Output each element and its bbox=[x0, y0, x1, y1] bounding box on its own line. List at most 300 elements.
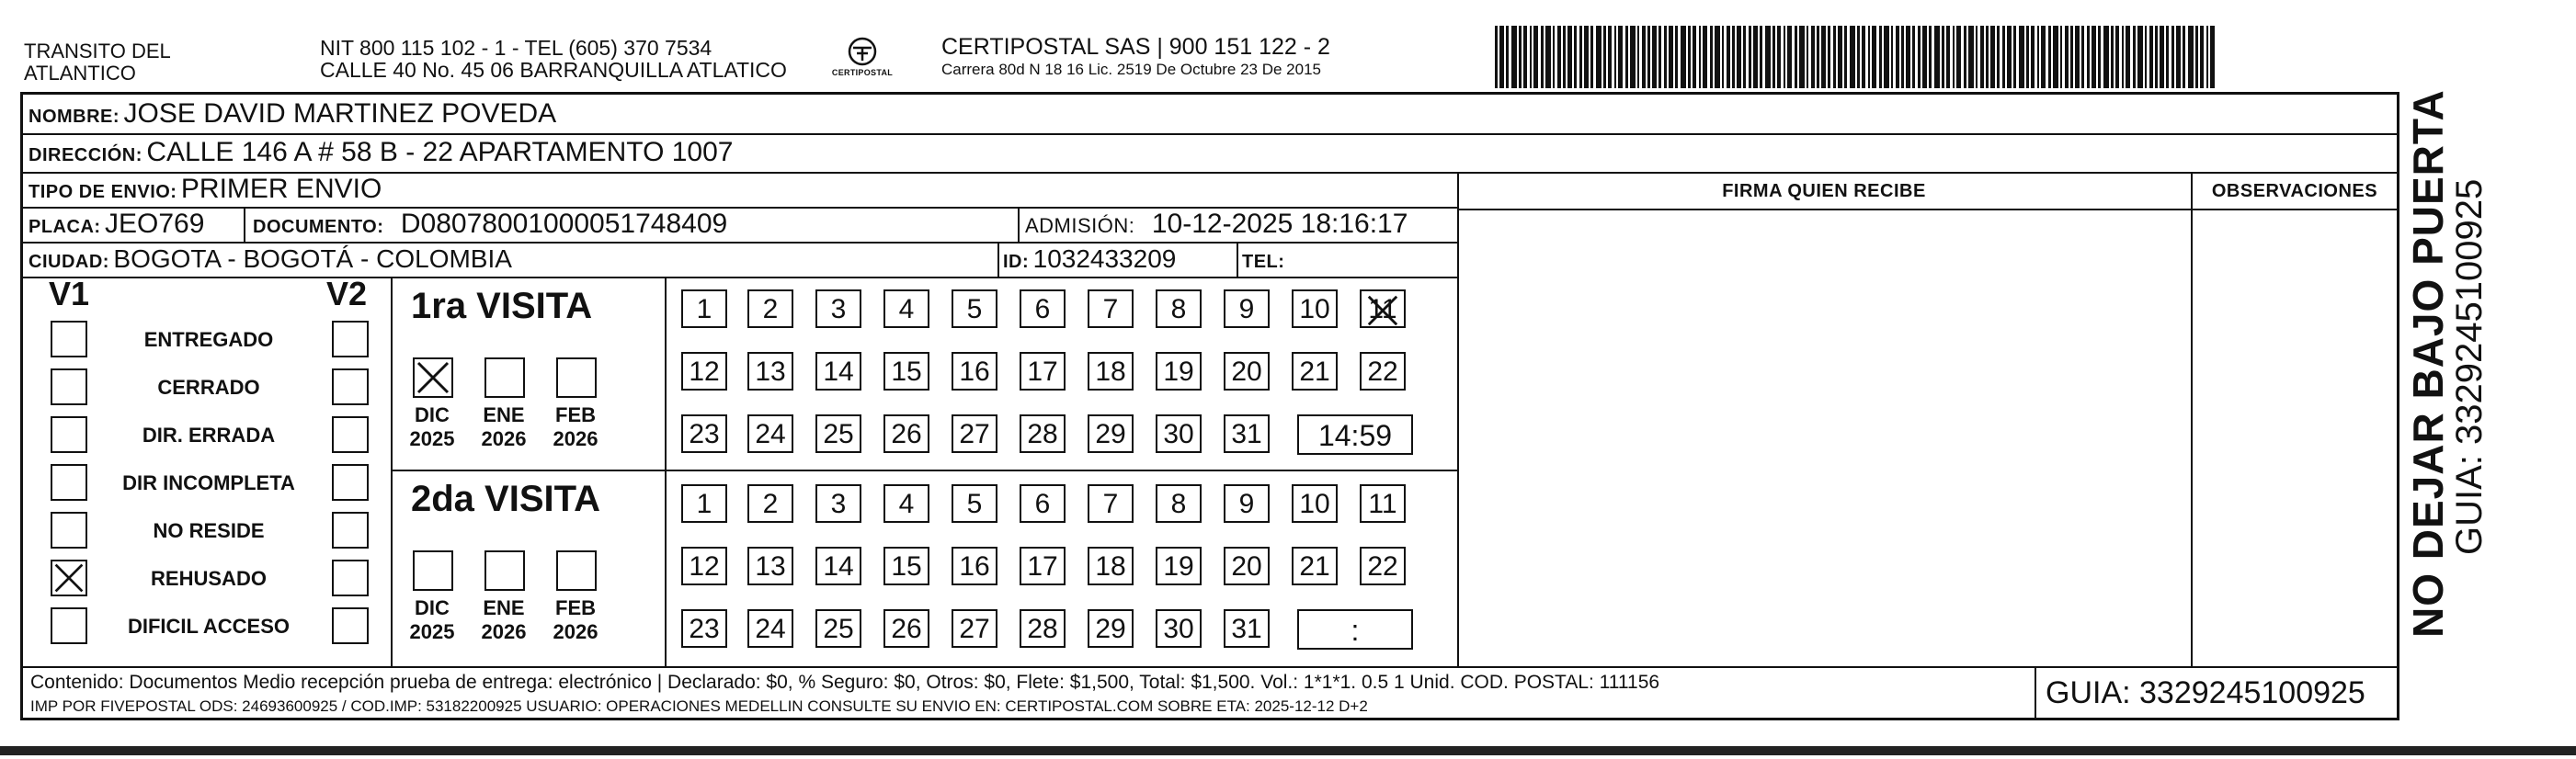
day-box[interactable] bbox=[952, 414, 997, 453]
barcode-bar bbox=[2155, 26, 2158, 88]
shipment-type: PRIMER ENVIO bbox=[180, 174, 382, 204]
barcode-bar bbox=[1997, 26, 2000, 88]
barcode-bar bbox=[1584, 26, 1589, 88]
barcode-bar bbox=[2183, 26, 2185, 88]
barcode-bar bbox=[2195, 26, 2198, 88]
status-label: NO RESIDE bbox=[153, 519, 265, 542]
barcode-bar bbox=[1603, 26, 1606, 88]
month-name: FEB bbox=[555, 596, 596, 619]
city-value: BOGOTA - BOGOTÁ - COLOMBIA bbox=[113, 244, 512, 273]
barcode-bar bbox=[2171, 26, 2174, 88]
barcode-bar bbox=[2137, 26, 2143, 88]
month-label bbox=[400, 596, 464, 644]
barcode-bar bbox=[2002, 26, 2005, 88]
status-v1-checkbox[interactable] bbox=[51, 464, 87, 501]
day-box[interactable] bbox=[1088, 484, 1134, 523]
barcode-bar bbox=[1784, 26, 1785, 88]
day-box[interactable] bbox=[1020, 484, 1066, 523]
barcode-bar bbox=[1681, 26, 1686, 88]
barcode-bar bbox=[1862, 26, 1865, 88]
sender-name bbox=[24, 40, 171, 85]
barcode-bar bbox=[1879, 26, 1882, 88]
barcode-bar bbox=[2133, 26, 2136, 88]
barcode-bar bbox=[1828, 26, 1830, 88]
barcode-bar bbox=[1614, 26, 1616, 88]
day-box[interactable] bbox=[883, 547, 929, 585]
status-v2-checkbox[interactable] bbox=[332, 560, 369, 596]
barcode-bar bbox=[2122, 26, 2124, 88]
barcode-bar bbox=[1922, 26, 1927, 88]
day-number: 8 bbox=[1170, 489, 1187, 519]
day-number: 25 bbox=[823, 419, 854, 449]
status-label: DIR. ERRADA bbox=[142, 424, 276, 447]
sender-line-1: TRANSITO DEL bbox=[24, 40, 171, 62]
day-box[interactable] bbox=[883, 352, 929, 391]
month-label bbox=[543, 403, 608, 451]
plate-label: PLACA: bbox=[28, 217, 101, 237]
admission-field bbox=[1025, 209, 1408, 244]
barcode-bar bbox=[1625, 26, 1628, 88]
name-label: NOMBRE: bbox=[28, 107, 120, 127]
day-number: 2 bbox=[762, 294, 779, 324]
day-number: 20 bbox=[1231, 551, 1262, 582]
barcode-bar bbox=[1669, 26, 1673, 88]
status-v1-checkbox[interactable] bbox=[51, 560, 87, 596]
day-number: 24 bbox=[755, 614, 786, 644]
plate-field bbox=[28, 209, 204, 244]
barcode-bar bbox=[1777, 26, 1781, 88]
barcode-bar bbox=[1545, 26, 1551, 88]
barcode-bar bbox=[1574, 26, 1577, 88]
barcode-bar bbox=[1658, 26, 1661, 88]
barcode-bar bbox=[1652, 26, 1657, 88]
side-guia: GUIA: 3329245100925 bbox=[2449, 178, 2490, 555]
barcode-bar bbox=[1722, 26, 1724, 88]
day-number: 15 bbox=[891, 551, 922, 582]
name-row bbox=[28, 98, 556, 134]
month-checkbox[interactable] bbox=[484, 357, 525, 398]
barcode-bar bbox=[2210, 26, 2215, 88]
barcode-bar bbox=[1642, 26, 1646, 88]
day-box[interactable] bbox=[1156, 547, 1202, 585]
barcode-bar bbox=[1896, 26, 1899, 88]
day-number: 22 bbox=[1367, 551, 1398, 582]
day-number: 10 bbox=[1299, 294, 1330, 324]
day-number: 6 bbox=[1034, 294, 1051, 324]
day-number: 12 bbox=[689, 551, 720, 582]
day-box[interactable] bbox=[952, 547, 997, 585]
barcode-bar bbox=[1850, 26, 1855, 88]
sender-details bbox=[320, 37, 787, 81]
day-box[interactable] bbox=[1156, 289, 1202, 328]
day-box[interactable] bbox=[1360, 547, 1406, 585]
month-checkbox[interactable] bbox=[484, 550, 525, 591]
month-name: FEB bbox=[555, 403, 596, 426]
day-box[interactable] bbox=[1224, 352, 1270, 391]
barcode-bar bbox=[1749, 26, 1751, 88]
barcode-bar bbox=[2065, 26, 2069, 88]
barcode-bar bbox=[1891, 26, 1893, 88]
tel-label: TEL: bbox=[1242, 252, 1285, 272]
barcode-bar bbox=[1838, 26, 1842, 88]
barcode-bar bbox=[1511, 26, 1517, 88]
day-box[interactable] bbox=[681, 609, 727, 648]
day-number: 20 bbox=[1231, 357, 1262, 387]
day-box[interactable] bbox=[815, 289, 861, 328]
status-v1-checkbox[interactable] bbox=[51, 512, 87, 549]
day-box[interactable] bbox=[1292, 289, 1338, 328]
day-number: 14 bbox=[823, 357, 854, 387]
day-number: 26 bbox=[891, 419, 922, 449]
barcode-bar bbox=[1688, 26, 1691, 88]
recipient-address: CALLE 146 A # 58 B - 22 APARTAMENTO 1007 bbox=[146, 137, 734, 167]
id-label: ID: bbox=[1003, 252, 1030, 272]
barcode-bar bbox=[1929, 26, 1932, 88]
barcode-bar bbox=[1637, 26, 1639, 88]
day-box[interactable] bbox=[1156, 484, 1202, 523]
barcode-bar bbox=[1630, 26, 1636, 88]
barcode-bar bbox=[1732, 26, 1735, 88]
barcode-bar bbox=[1506, 26, 1509, 88]
day-number: 30 bbox=[1163, 419, 1194, 449]
id-value: 1032433209 bbox=[1032, 244, 1177, 273]
day-box[interactable] bbox=[952, 609, 997, 648]
day-box[interactable] bbox=[747, 484, 793, 523]
status-label: CERRADO bbox=[157, 376, 260, 399]
barcode-bar bbox=[1872, 26, 1876, 88]
barcode-bar bbox=[2013, 26, 2016, 88]
month-checkbox[interactable] bbox=[413, 357, 453, 398]
day-number: 29 bbox=[1095, 614, 1126, 644]
day-number: 11 bbox=[1368, 489, 1397, 519]
barcode-bar bbox=[1727, 26, 1730, 88]
day-box[interactable] bbox=[1292, 547, 1338, 585]
day-box[interactable] bbox=[1088, 547, 1134, 585]
barcode-bar bbox=[2098, 26, 2101, 88]
barcode-bar bbox=[1715, 26, 1720, 88]
status-v2-checkbox[interactable] bbox=[332, 321, 369, 357]
barcode-bar bbox=[2160, 26, 2164, 88]
admission-value: 10-12-2025 18:16:17 bbox=[1151, 209, 1408, 239]
day-box[interactable] bbox=[681, 289, 727, 328]
barcode-bar bbox=[2103, 26, 2109, 88]
day-number: 3 bbox=[830, 294, 847, 324]
observations-header: OBSERVACIONES bbox=[2211, 181, 2378, 201]
month-year: 2026 bbox=[481, 427, 527, 450]
day-box[interactable] bbox=[1360, 484, 1406, 523]
logo-text: CERTIPOSTAL bbox=[831, 68, 894, 77]
month-checkbox[interactable] bbox=[413, 550, 453, 591]
day-number: 14 bbox=[823, 551, 854, 582]
barcode-bar bbox=[1906, 26, 1910, 88]
day-number: 2 bbox=[762, 489, 779, 519]
month-year: 2026 bbox=[481, 620, 527, 643]
day-box[interactable] bbox=[883, 609, 929, 648]
day-box[interactable] bbox=[747, 414, 793, 453]
status-v2-checkbox[interactable] bbox=[332, 416, 369, 453]
day-number: 22 bbox=[1367, 357, 1398, 387]
day-box[interactable] bbox=[815, 414, 861, 453]
status-v2-checkbox[interactable] bbox=[332, 512, 369, 549]
barcode-bar bbox=[1844, 26, 1847, 88]
month-name: ENE bbox=[483, 403, 525, 426]
day-number: 16 bbox=[959, 357, 990, 387]
day-number: 5 bbox=[966, 294, 983, 324]
day-number: 19 bbox=[1163, 357, 1194, 387]
day-box[interactable] bbox=[1020, 547, 1066, 585]
day-box[interactable] bbox=[681, 547, 727, 585]
document-value: D08078001000051748409 bbox=[400, 209, 728, 239]
day-box[interactable] bbox=[952, 289, 997, 328]
license-line: Carrera 80d N 18 16 Lic. 2519 De Octubre 23 De 2015 bbox=[941, 61, 1321, 78]
barcode-bar bbox=[1693, 26, 1696, 88]
status-v1-checkbox[interactable] bbox=[51, 321, 87, 357]
day-number: 17 bbox=[1027, 357, 1058, 387]
barcode-bar bbox=[1590, 26, 1593, 88]
barcode-bar bbox=[1553, 26, 1555, 88]
barcode-bar bbox=[1811, 26, 1815, 88]
barcode-bar bbox=[2188, 26, 2194, 88]
barcode-bar bbox=[1523, 26, 1527, 88]
day-box[interactable] bbox=[747, 352, 793, 391]
address-row bbox=[28, 137, 734, 173]
day-box[interactable] bbox=[681, 352, 727, 391]
nit-line: NIT 800 115 102 - 1 - TEL (605) 370 7534 bbox=[320, 36, 712, 60]
barcode-bar bbox=[1918, 26, 1921, 88]
sender-line-2: ATLANTICO bbox=[24, 62, 136, 85]
barcode-bar bbox=[1530, 26, 1532, 88]
status-v1-checkbox[interactable] bbox=[51, 416, 87, 453]
barcode-bar bbox=[1964, 26, 1966, 88]
barcode-bar bbox=[1760, 26, 1762, 88]
v1-label: V1 bbox=[49, 275, 90, 312]
day-box[interactable] bbox=[1292, 484, 1338, 523]
day-number: 4 bbox=[898, 294, 915, 324]
day-box[interactable] bbox=[747, 289, 793, 328]
barcode-bar bbox=[2200, 26, 2204, 88]
status-v2-checkbox[interactable] bbox=[332, 368, 369, 405]
day-number: 7 bbox=[1102, 489, 1119, 519]
day-box[interactable] bbox=[1360, 352, 1406, 391]
day-box[interactable] bbox=[815, 609, 861, 648]
day-box[interactable] bbox=[952, 484, 997, 523]
admission-label: ADMISIÓN: bbox=[1025, 214, 1135, 237]
day-box[interactable] bbox=[1224, 547, 1270, 585]
barcode-bar bbox=[1557, 26, 1561, 88]
day-box[interactable] bbox=[1360, 289, 1406, 328]
barcode-bar bbox=[2206, 26, 2208, 88]
day-box[interactable] bbox=[1224, 289, 1270, 328]
barcode-bar bbox=[1618, 26, 1623, 88]
barcode-bar bbox=[1737, 26, 1741, 88]
month-year: 2025 bbox=[409, 427, 455, 450]
day-number: 7 bbox=[1102, 294, 1119, 324]
barcode-bar bbox=[1857, 26, 1860, 88]
day-box[interactable] bbox=[1224, 484, 1270, 523]
barcode-bar bbox=[2053, 26, 2058, 88]
month-name: DIC bbox=[415, 403, 450, 426]
day-number: 18 bbox=[1095, 551, 1126, 582]
day-box[interactable] bbox=[883, 484, 929, 523]
day-number: 12 bbox=[689, 357, 720, 387]
barcode-bar bbox=[1743, 26, 1746, 88]
day-box[interactable] bbox=[815, 484, 861, 523]
visit-time-box[interactable]: : bbox=[1297, 609, 1413, 650]
barcode-bar bbox=[2111, 26, 2114, 88]
day-number: 21 bbox=[1299, 357, 1330, 387]
day-box[interactable] bbox=[1020, 609, 1066, 648]
barcode-bar bbox=[1990, 26, 1995, 88]
scan-edge bbox=[0, 746, 2576, 755]
day-number: 15 bbox=[891, 357, 922, 387]
day-box[interactable] bbox=[1020, 352, 1066, 391]
day-number: 18 bbox=[1095, 357, 1126, 387]
status-label: REHUSADO bbox=[151, 567, 267, 590]
barcode-bar bbox=[1703, 26, 1707, 88]
barcode-bar bbox=[2060, 26, 2062, 88]
month-label bbox=[472, 403, 536, 451]
day-box[interactable] bbox=[747, 547, 793, 585]
day-box[interactable] bbox=[1224, 609, 1270, 648]
day-box[interactable] bbox=[1156, 352, 1202, 391]
tel-field bbox=[1242, 244, 1284, 279]
type-row bbox=[28, 174, 382, 210]
barcode-bar bbox=[1765, 26, 1771, 88]
day-box[interactable] bbox=[1088, 352, 1134, 391]
barcode-bar bbox=[2149, 26, 2153, 88]
day-box[interactable] bbox=[815, 547, 861, 585]
day-box[interactable] bbox=[952, 352, 997, 391]
barcode bbox=[1495, 26, 2219, 88]
barcode-bar bbox=[1986, 26, 1989, 88]
day-box[interactable] bbox=[681, 414, 727, 453]
carrier-details bbox=[941, 35, 1330, 79]
barcode-bar bbox=[1817, 26, 1819, 88]
day-number: 28 bbox=[1027, 614, 1058, 644]
barcode-bar bbox=[1710, 26, 1713, 88]
document-field bbox=[253, 209, 727, 244]
month-label bbox=[543, 596, 608, 644]
footer-guia: GUIA: 3329245100925 bbox=[2046, 675, 2365, 710]
day-box[interactable] bbox=[1020, 414, 1066, 453]
day-box[interactable] bbox=[1088, 289, 1134, 328]
barcode-bar bbox=[1884, 26, 1889, 88]
day-number: 27 bbox=[959, 419, 990, 449]
month-checkbox[interactable] bbox=[556, 550, 597, 591]
barcode-bar bbox=[2145, 26, 2147, 88]
day-number: 9 bbox=[1238, 294, 1255, 324]
barcode-bar bbox=[2166, 26, 2169, 88]
barcode-bar bbox=[1787, 26, 1792, 88]
status-label: DIFICIL ACCESO bbox=[127, 615, 290, 638]
barcode-bar bbox=[1807, 26, 1808, 88]
day-number: 13 bbox=[755, 357, 786, 387]
footer-print-info: IMP POR FIVEPOSTAL ODS: 24693600925 / COD.IMP: 53182200925 USUARIO: OPERACIONES MEDELLIN CONSULTE SU ENVIO EN: CERTIPOSTAL.COM SOBRE ETA: 2025-12-12 D+2 bbox=[30, 697, 1368, 715]
day-number: 31 bbox=[1231, 614, 1262, 644]
day-number: 4 bbox=[898, 489, 915, 519]
month-year: 2026 bbox=[553, 427, 598, 450]
status-v2-checkbox[interactable] bbox=[332, 464, 369, 501]
day-number: 6 bbox=[1034, 489, 1051, 519]
barcode-bar bbox=[1912, 26, 1915, 88]
month-name: DIC bbox=[415, 596, 450, 619]
day-box[interactable] bbox=[1292, 352, 1338, 391]
day-box[interactable] bbox=[1224, 414, 1270, 453]
barcode-bar bbox=[1934, 26, 1940, 88]
barcode-bar bbox=[1833, 26, 1836, 88]
day-number: 25 bbox=[823, 614, 854, 644]
day-check-mark bbox=[1365, 293, 1400, 326]
barcode-bar bbox=[1901, 26, 1904, 88]
month-year: 2025 bbox=[409, 620, 455, 643]
status-label: ENTREGADO bbox=[143, 328, 274, 351]
barcode-bar bbox=[2081, 26, 2084, 88]
barcode-bar bbox=[2075, 26, 2080, 88]
day-box[interactable] bbox=[1088, 609, 1134, 648]
footer-contents: Contenido: Documentos Medio recepción prueba de entrega: electrónico | Declarado: $0, % Seguro: $0, Otros: $0, Flete: $1,500, Total: $1,500. Vol.: 1*1*1. 0.5 1 Unid. COD. POSTAL: 111156 bbox=[30, 672, 1660, 693]
visit2-title: 2da VISITA bbox=[411, 479, 600, 519]
day-number: 30 bbox=[1163, 614, 1194, 644]
day-box[interactable] bbox=[747, 609, 793, 648]
day-number: 3 bbox=[830, 489, 847, 519]
month-year: 2026 bbox=[553, 620, 598, 643]
day-number: 23 bbox=[689, 419, 720, 449]
barcode-bar bbox=[1942, 26, 1944, 88]
status-v1-checkbox[interactable] bbox=[51, 368, 87, 405]
day-box[interactable] bbox=[883, 289, 929, 328]
barcode-bar bbox=[1868, 26, 1870, 88]
barcode-bar bbox=[1968, 26, 1974, 88]
document-label: DOCUMENTO: bbox=[253, 217, 384, 237]
day-box[interactable] bbox=[1156, 609, 1202, 648]
barcode-bar bbox=[1772, 26, 1775, 88]
day-number: 1 bbox=[696, 294, 712, 324]
barcode-bar bbox=[1753, 26, 1758, 88]
barcode-bar bbox=[1499, 26, 1504, 88]
day-box[interactable] bbox=[1156, 414, 1202, 453]
day-box[interactable] bbox=[681, 484, 727, 523]
day-number: 11 bbox=[1368, 294, 1397, 324]
day-number: 1 bbox=[696, 489, 712, 519]
barcode-bar bbox=[1821, 26, 1826, 88]
day-number: 10 bbox=[1299, 489, 1330, 519]
month-name: ENE bbox=[483, 596, 525, 619]
day-box[interactable] bbox=[815, 352, 861, 391]
signature-header: FIRMA QUIEN RECIBE bbox=[1722, 181, 1926, 201]
plate-value: JEO769 bbox=[105, 209, 205, 239]
barcode-bar bbox=[1980, 26, 1984, 88]
day-box[interactable] bbox=[1020, 289, 1066, 328]
address-line: CALLE 40 No. 45 06 BARRANQUILLA ATLATICO bbox=[320, 58, 787, 82]
day-box[interactable] bbox=[1088, 414, 1134, 453]
status-v2-checkbox[interactable] bbox=[332, 607, 369, 644]
barcode-bar bbox=[1664, 26, 1667, 88]
carrier-line: CERTIPOSTAL SAS | 900 151 122 - 2 bbox=[941, 34, 1330, 60]
day-number: 8 bbox=[1170, 294, 1187, 324]
barcode-bar bbox=[2041, 26, 2046, 88]
status-v1-checkbox[interactable] bbox=[51, 607, 87, 644]
side-warning: NO DEJAR BAJO PUERTA bbox=[2404, 89, 2452, 638]
id-field bbox=[1003, 244, 1176, 279]
visit-time-box[interactable]: 14:59 bbox=[1297, 414, 1413, 455]
month-checkbox[interactable] bbox=[556, 357, 597, 398]
day-box[interactable] bbox=[883, 414, 929, 453]
barcode-bar bbox=[1953, 26, 1955, 88]
day-number: 23 bbox=[689, 614, 720, 644]
month-label bbox=[400, 403, 464, 451]
day-number: 31 bbox=[1231, 419, 1262, 449]
barcode-bar bbox=[2115, 26, 2119, 88]
